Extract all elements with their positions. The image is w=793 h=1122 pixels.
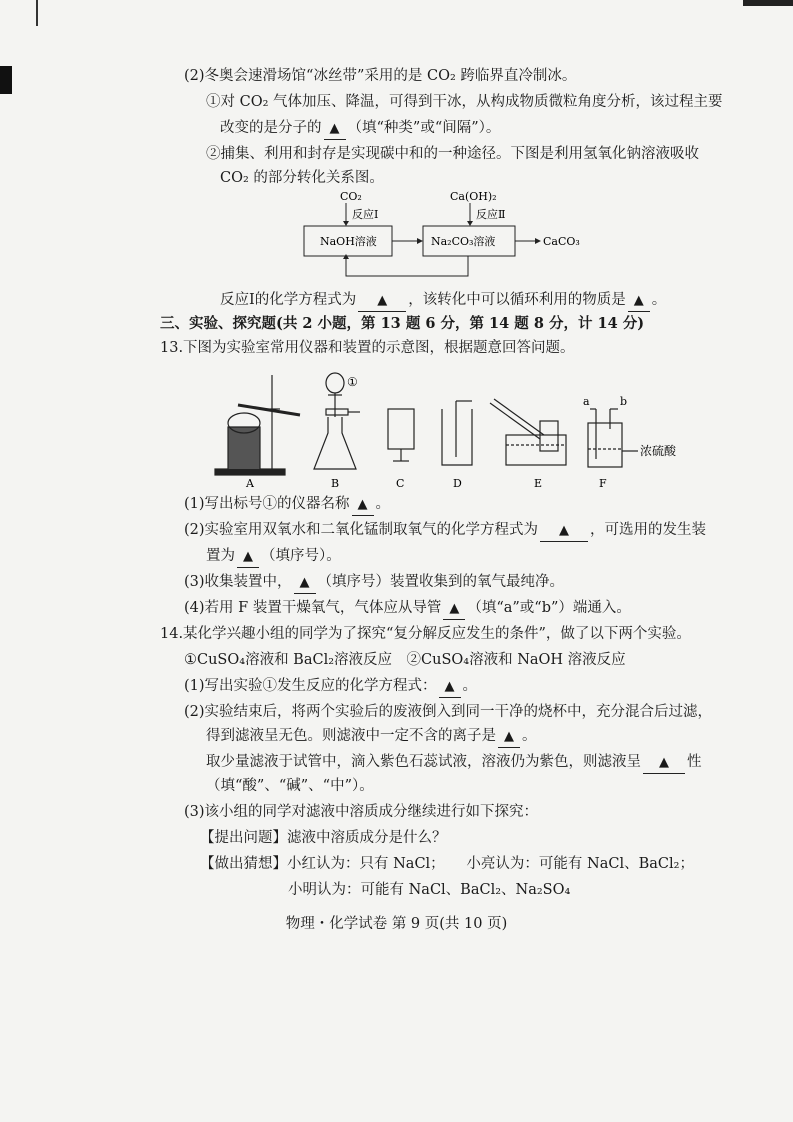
q13-p2-text: (2)实验室用双氧水和二氧化锰制取氧气的化学方程式为 [184,522,539,538]
answer-blank[interactable] [324,118,346,140]
q14-p1-text: (1)写出实验①发生反应的化学方程式： [184,678,437,694]
q13-stem: 13.下图为实验室常用仪器和装置的示意图，根据题意回答问题。 [160,340,575,356]
label-c: C [396,477,405,490]
q14-p2-line2-post: 。 [522,728,537,744]
recycle-loop [346,256,468,276]
q12-sub2-line2: CO₂ 的部分转化关系图。 [220,170,384,186]
q13-p2-line1 [184,520,706,542]
q13-p3 [184,572,564,594]
diagram-input-co2: CO₂ [340,190,362,203]
q12-sub1-line2 [220,118,500,140]
diagram-product: CaCO₃ [543,235,580,248]
q14-p2-line3 [206,752,702,774]
diagram-reaction2: 反应Ⅱ [476,208,506,221]
answer-blank[interactable] [237,546,259,568]
answer-mark: ▲ [659,755,669,770]
q13-p1-text: (1)写出标号①的仪器名称 [184,496,350,512]
label-d: D [453,477,462,490]
q13-p4 [184,598,631,620]
q14-p2-line2-text: 得到滤液呈无色。则滤液中一定不含的离子是 [206,728,496,744]
q14-p1-post: 。 [462,678,478,694]
arrow-to-caco3-head [535,238,541,244]
answer-blank[interactable] [443,598,465,620]
port-a-label: a [583,395,590,408]
q13-p2-line2-post: （填序号）。 [261,548,341,564]
answer-mark: ▲ [444,679,455,694]
q13-p1-post: 。 [375,496,391,512]
q14-p1 [184,676,477,698]
page-footer: 物理・化学试卷 第 9 页(共 10 页) [285,916,508,932]
q13-p1 [184,494,390,516]
q14-experiments: ①CuSO₄溶液和 BaCl₂溶液反应 ②CuSO₄溶液和 NaOH 溶液反应 [184,652,626,668]
answer-mark: ▲ [243,549,253,564]
box-na2co3-label: Na₂CO₃溶液 [431,235,496,248]
q14-stem: 14.某化学兴趣小组的同学为了探究“复分解反应发生的条件”，做了以下两个实验。 [160,626,691,642]
q14-ask: 【提出问题】滤液中溶质成分是什么？ [200,830,447,846]
arrow-caoh2-head [467,221,473,226]
q14-p3: (3)该小组的同学对滤液中溶质成分继续进行如下探究： [184,804,539,820]
q13-p3-post: （填序号）装置收集到的氧气最纯净。 [317,574,565,590]
acid-label: 浓硫酸 [640,444,677,458]
q12-final-mid: ，该转化中可以循环利用的物质是 [408,292,626,308]
q12-sub1-hint: （填“种类”或“间隔”）。 [347,120,501,136]
answer-mark: ▲ [559,523,570,538]
diagram-input-caoh2: Ca(OH)₂ [450,190,497,203]
answer-mark: ▲ [504,729,514,744]
answer-blank[interactable] [294,572,316,594]
answer-blank[interactable] [352,494,374,516]
q12-final-line [220,290,666,312]
q14-p2-line2 [206,726,537,748]
diagram-reaction1: 反应Ⅰ [352,208,379,221]
apparatus-d [442,401,472,465]
q12-sub1-text: 改变的是分子的 [220,120,322,136]
q13-p4-text: (4)若用 F 装置干燥氧气，气体应从导管 [184,600,442,616]
label-f: F [599,477,607,490]
arrow-co2-head [343,221,349,226]
conversion-diagram [300,188,600,288]
q12-final-pre: 反应Ⅰ的化学方程式为 [220,292,357,308]
q14-p2-line4: （填“酸”、“碱”、“中”）。 [206,778,374,794]
section3-title: 三、实验、探究题(共 2 小题，第 13 题 6 分，第 14 题 8 分，计 14 分) [160,315,645,332]
q14-guess2: 小明认为：可能有 NaCl、BaCl₂、Na₂SO₄ [288,882,571,898]
answer-mark: ▲ [357,497,368,512]
q14-p2-line3-text: 取少量滤液于试管中，滴入紫色石蕊试液，溶液仍为紫色，则滤液呈 [206,754,641,770]
answer-blank[interactable] [540,520,588,542]
answer-blank[interactable] [358,290,406,312]
q13-p4-post: （填“a”或“b”）端通入。 [467,600,631,616]
q14-guess1: 【做出猜想】小红认为：只有 NaCl； 小亮认为：可能有 NaCl、BaCl₂； [200,856,694,872]
q14-p2-line3-post: 性 [687,754,702,770]
apparatus-e [490,399,566,465]
q13-p2-line2 [206,546,341,568]
answer-mark: ▲ [633,293,644,308]
answer-mark: ▲ [377,293,388,308]
apparatus-b-circle-label: ① [347,375,358,389]
q13-p2-line2-text: 置为 [206,548,235,564]
apparatus-f [588,409,638,467]
answer-mark: ▲ [299,575,310,590]
box-naoh-label: NaOH溶液 [320,235,377,248]
answer-blank[interactable] [439,676,461,698]
q12-sub1-line1: ①对 CO₂ 气体加压、降温，可得到干冰，从构成物质微粒角度分析，该过程主要 [206,94,723,110]
port-b-label: b [620,395,628,408]
label-b: B [331,477,340,490]
scan-corner-mark [743,0,793,6]
answer-blank[interactable] [628,290,650,312]
q13-p2-post: ，可选用的发生装 [590,522,707,538]
apparatus-a [215,375,300,475]
scan-margin-mark [0,66,12,94]
scan-edge-line [36,0,38,26]
answer-mark: ▲ [449,601,460,616]
q14-p2-line1: (2)实验结束后，将两个实验后的废液倒入到同一干净的烧杯中，充分混合后过滤， [184,704,713,720]
q13-p3-text: (3)收集装置中， [184,574,292,590]
answer-blank[interactable] [498,726,520,748]
answer-mark: ▲ [329,121,340,136]
apparatus-c [388,409,414,461]
q12-part2-intro: (2)冬奥会速滑场馆“冰丝带”采用的是 CO₂ 跨临界直冷制冰。 [184,68,577,84]
apparatus-figure [210,365,680,490]
q12-sub2-line1: ②捕集、利用和封存是实现碳中和的一种途径。下图是利用氢氧化钠溶液吸收 [206,146,699,162]
label-e: E [534,477,543,490]
label-a: A [246,477,254,490]
q12-final-post: 。 [651,292,667,308]
arrow-box1-box2-head [417,238,423,244]
answer-blank[interactable] [643,752,685,774]
